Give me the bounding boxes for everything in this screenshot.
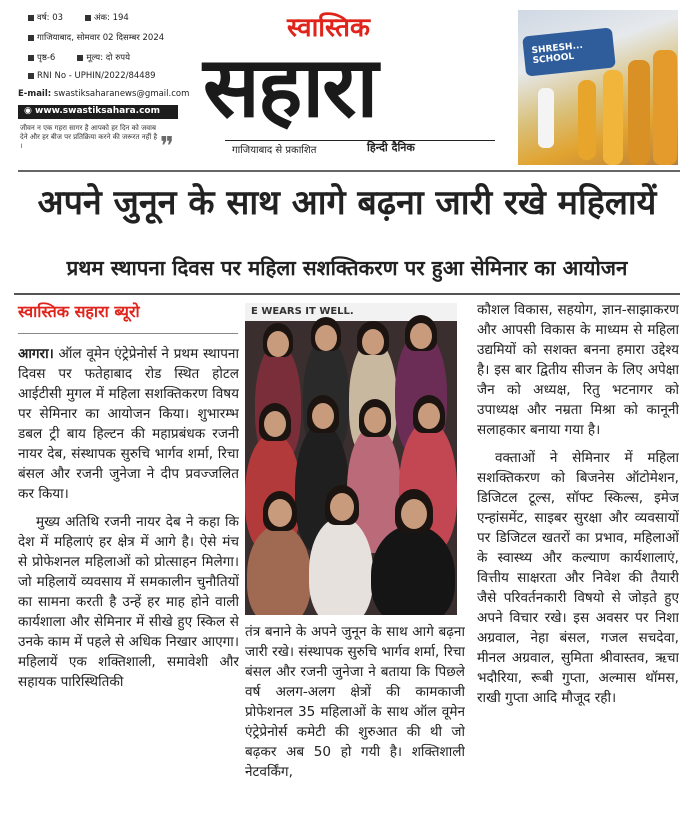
top-rule [18,170,680,172]
face [264,411,286,437]
article-column-3 [477,300,679,820]
byline: स्वास्तिक सहारा ब्यूरो [18,302,140,321]
person [247,525,311,615]
issue-info [28,12,129,23]
face [418,403,440,429]
figure [653,50,677,165]
face [364,407,386,433]
email-label: E-mail: [18,89,52,99]
email-address[interactable]: swastiksaharanews@gmail.com [53,89,190,99]
paragraph: मुख्य अतिथि रजनी नायर देब ने कहा कि देश में महिलाएं हर क्षेत्र में आगे है। ऐसे मंच से प्रोफेशनल महिलाओं को प्रोत्साहन मिलेगा। जो महिलायें व्यवसाय में समकालीन चुनौतियों का सामना करती है उन्हें हर माह होने वाली कार्यशाला और सेमिनार में सीखे हुए स्किल से उनके काम में पहले से अधिक निखार आएगा। महिलायें एक शक्तिशाली, समावेशी और सहायक पारिस्थितिकी [18,514,239,690]
article-photo [245,303,457,615]
face [267,331,289,357]
issue-number: अंक: 194 [94,13,129,23]
quote-mark-icon: ❞ [160,132,174,162]
subheadline: प्रथम स्थापना दिवस पर महिला सशक्तिकरण पर हुआ सेमिनार का आयोजन [66,256,628,280]
face [330,493,354,521]
rni-number: RNI No - UPHIN/2022/84489 [37,71,156,81]
byline-rule [18,333,238,334]
paragraph-text: ऑल वूमेन एंट्रेप्रेनोर्स ने प्रथम स्थापना दिवस पर फतेहाबाद रोड स्थित होटल आईटीसी मुगल में महिला सशक्तिकरण विषय पर सेमिनार का आयोजन किया। शुभारम्भ डबल ट्री बाय हिल्टन की महाप्रबंधक रजनी नायर देब, संस्थापक सुरुचि भार्गव शर्मा, रिचा बंसल और रजनी जुनेजा ने दीप प्रवज्जलित कर किया। [18,346,239,502]
paragraph: तंत्र बनाने के अपने जुनून के साथ आगे बढ़ना जारी रखे। संस्थापक सुरुचि भार्गव शर्मा, रिचा बंसल और रजनी जुनेजा ने बताया कि पिछले वर्ष अलग-अलग क्षेत्रों की कामकाजी प्रोफेशनल 35 महिलाओं के साथ ऑल वूमेन एंट्रेप्रेनोर्स कमेटी की शुरुआत की थी जो बढ़कर अब 50 हो गयी है। शक्तिशाली नेटवर्किंग, [245,624,465,780]
brand-underline [225,140,495,141]
paragraph [18,344,239,504]
price: मूल्य: दो रुपये [86,53,131,63]
dateline-place: आगरा। [18,346,54,362]
globe-icon: ◉ [24,106,35,116]
face [401,499,427,529]
website-bar[interactable] [18,105,178,119]
face [410,323,432,349]
quote-text: जीवन न एक गहरा सागर है आपको हर दिन को जवाब देने और हर बीज पर प्रतिक्रिया करने की जरूरत नहीं है । [20,124,158,150]
paragraph: कौशल विकास, सहयोग, ज्ञान-साझाकरण और आपसी विकास के माध्यम से महिला उद्यमियों को सशक्त बनना हमारा उद्देश्य है। इस बार द्वितीय सीजन के लिए अपेक्षा जैन को अध्यक्ष, रितु भटनागर को उपाध्यक्ष और नम्रता मिश्रा को कानूनी सलाहकार बनाया गया है। [477,302,679,438]
face [268,499,292,527]
headline-rule [14,293,680,295]
article-column-1 [18,344,239,816]
headline: अपने जुनून के साथ आगे बढ़ना जारी रखे महिलायें [37,183,657,223]
figure [578,80,596,160]
email-row [18,89,189,99]
brand-top: स्वास्तिक [287,13,370,43]
figure [628,60,650,165]
face [362,329,384,355]
face [315,325,337,351]
date-line: गाजियाबाद, सोमवार 02 दिसम्बर 2024 [37,33,165,43]
paper-type: हिन्दी दैनिक [367,141,415,154]
brand-logo: सहारा [203,38,377,136]
masthead-photo [518,10,678,165]
website: www.swastiksahara.com [35,106,160,116]
page-count: पृष्ठ-6 [37,53,56,63]
figure [538,88,554,148]
school-sign-text: SHRESH... SCHOOL [531,40,584,67]
published-from: गाजियाबाद से प्रकाशित [232,145,317,156]
date-line-row [28,32,164,43]
article-column-2 [245,622,465,818]
page-price-row [28,52,130,63]
figure [603,70,623,165]
rni-row [28,71,156,81]
year: वर्ष: 03 [37,13,64,23]
paragraph: वक्ताओं ने सेमिनार में महिला सशक्तिकरण को बिजनेस ऑटोमेशन, डिजिटल टूल्स, सॉफ्ट स्किल्स, इमेज एन्हांसमेंट, साइबर सुरक्षा और व्यवसायों पर डिजिटल खतरों का प्रभाव, महिलाओं के स्वास्थ्य और कल्याण कार्यशालाएं, वित्तीय साक्षरता और निवेश की तैयारी जैसे परिवर्तनकारी विषयो से जोड़ते हुए अपने विचार रखे। इस अवसर पर निशा अग्रवाल, नेहा बंसल, गजल सचदेवा, मीनल अग्रवाल, सुमिता श्रीवास्तव, ऋचा भदौरिया, रूबी गुप्ता, अल्मास थॉमस, राखी गुप्ता आदि मौजूद रही। [477,450,679,706]
person [371,525,455,615]
photo-banner-text: E WEARS IT WELL. [245,303,457,321]
face [312,403,334,429]
person [309,517,373,615]
masthead [0,0,694,170]
